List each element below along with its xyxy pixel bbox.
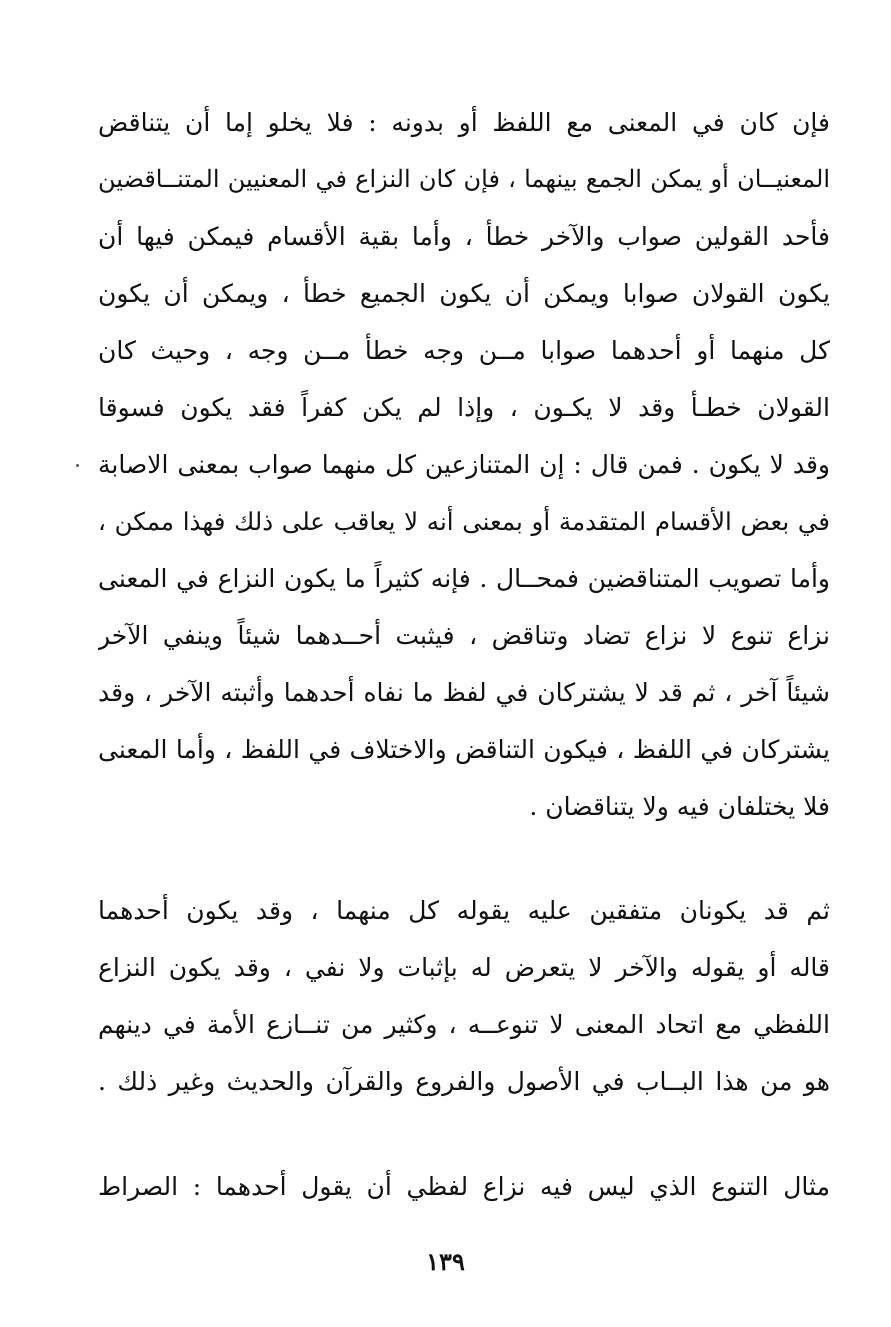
- text-line: هو من هذا البــاب في الأصول والفروع والقرآن والحديث وغير ذلك .: [98, 1067, 830, 1096]
- text-line: المعنيــان أو يمكن الجمع بينهما ، فإن كان النزاع في المعنيين المتنــاقضين: [98, 165, 830, 193]
- text-line: كل منهما أو أحدهما صوابا مــن وجه خطأ مــن وجه ، وحيث كان: [98, 336, 830, 365]
- text-line: يشتركان في اللفظ ، فيكون التناقض والاختلاف في اللفظ ، وأما المعنى: [98, 735, 830, 764]
- text-line: مثال التنوع الذي ليس فيه نزاع لفظي أن يقول أحدهما : الصراط: [98, 1172, 830, 1201]
- text-line: اللفظي مع اتحاد المعنى لا تنوعــه ، وكثير من تنــازع الأمة في دينهم: [98, 1010, 830, 1039]
- text-line: ثم قد يكونان متفقين عليه يقوله كل منهما ، وقد يكون أحدهما: [98, 896, 830, 925]
- text-line: في بعض الأقسام المتقدمة أو بمعنى أنه لا يعاقب على ذلك فهذا ممكن ،: [98, 507, 830, 536]
- text-line: فأحد القولين صواب والآخر خطأ ، وأما بقية الأقسام فيمكن فيها أن: [98, 222, 830, 251]
- paragraph-3: [98, 1158, 830, 1215]
- paragraph-2: [98, 882, 830, 1110]
- text-line: نزاع تنوع لا نزاع تضاد وتناقض ، فيثبت أحــدهما شيئاً وينفي الآخر: [98, 621, 830, 650]
- text-line: فلا يختلفان فيه ولا يتناقضان .: [529, 792, 830, 821]
- text-line: وقد لا يكون . فمن قال : إن المتنازعين كل منهما صواب بمعنى الاصابة: [98, 450, 830, 479]
- page-number: ١٣٩: [426, 1247, 465, 1276]
- text-line: شيئاً آخر ، ثم قد لا يشتركان في لفظ ما نفاه أحدهما وأثبته الآخر ، وقد: [98, 678, 830, 707]
- text-line: فإن كان في المعنى مع اللفظ أو بدونه : فلا يخلو إما أن يتناقض: [98, 108, 830, 137]
- text-line: يكون القولان صوابا ويمكن أن يكون الجميع خطأ ، ويمكن أن يكون: [98, 279, 830, 308]
- paragraph-1: [98, 94, 830, 835]
- text-line: القولان خطـأ وقد لا يكـون ، وإذا لم يكن كفراً فقد يكون فسوقا: [98, 393, 830, 422]
- stray-dot: [76, 464, 79, 467]
- text-line: قاله أو يقوله والآخر لا يتعرض له بإثبات ولا نفي ، وقد يكون النزاع: [98, 953, 830, 982]
- text-line: وأما تصويب المتناقضين فمحــال . فإنه كثيراً ما يكون النزاع في المعنى: [98, 564, 830, 593]
